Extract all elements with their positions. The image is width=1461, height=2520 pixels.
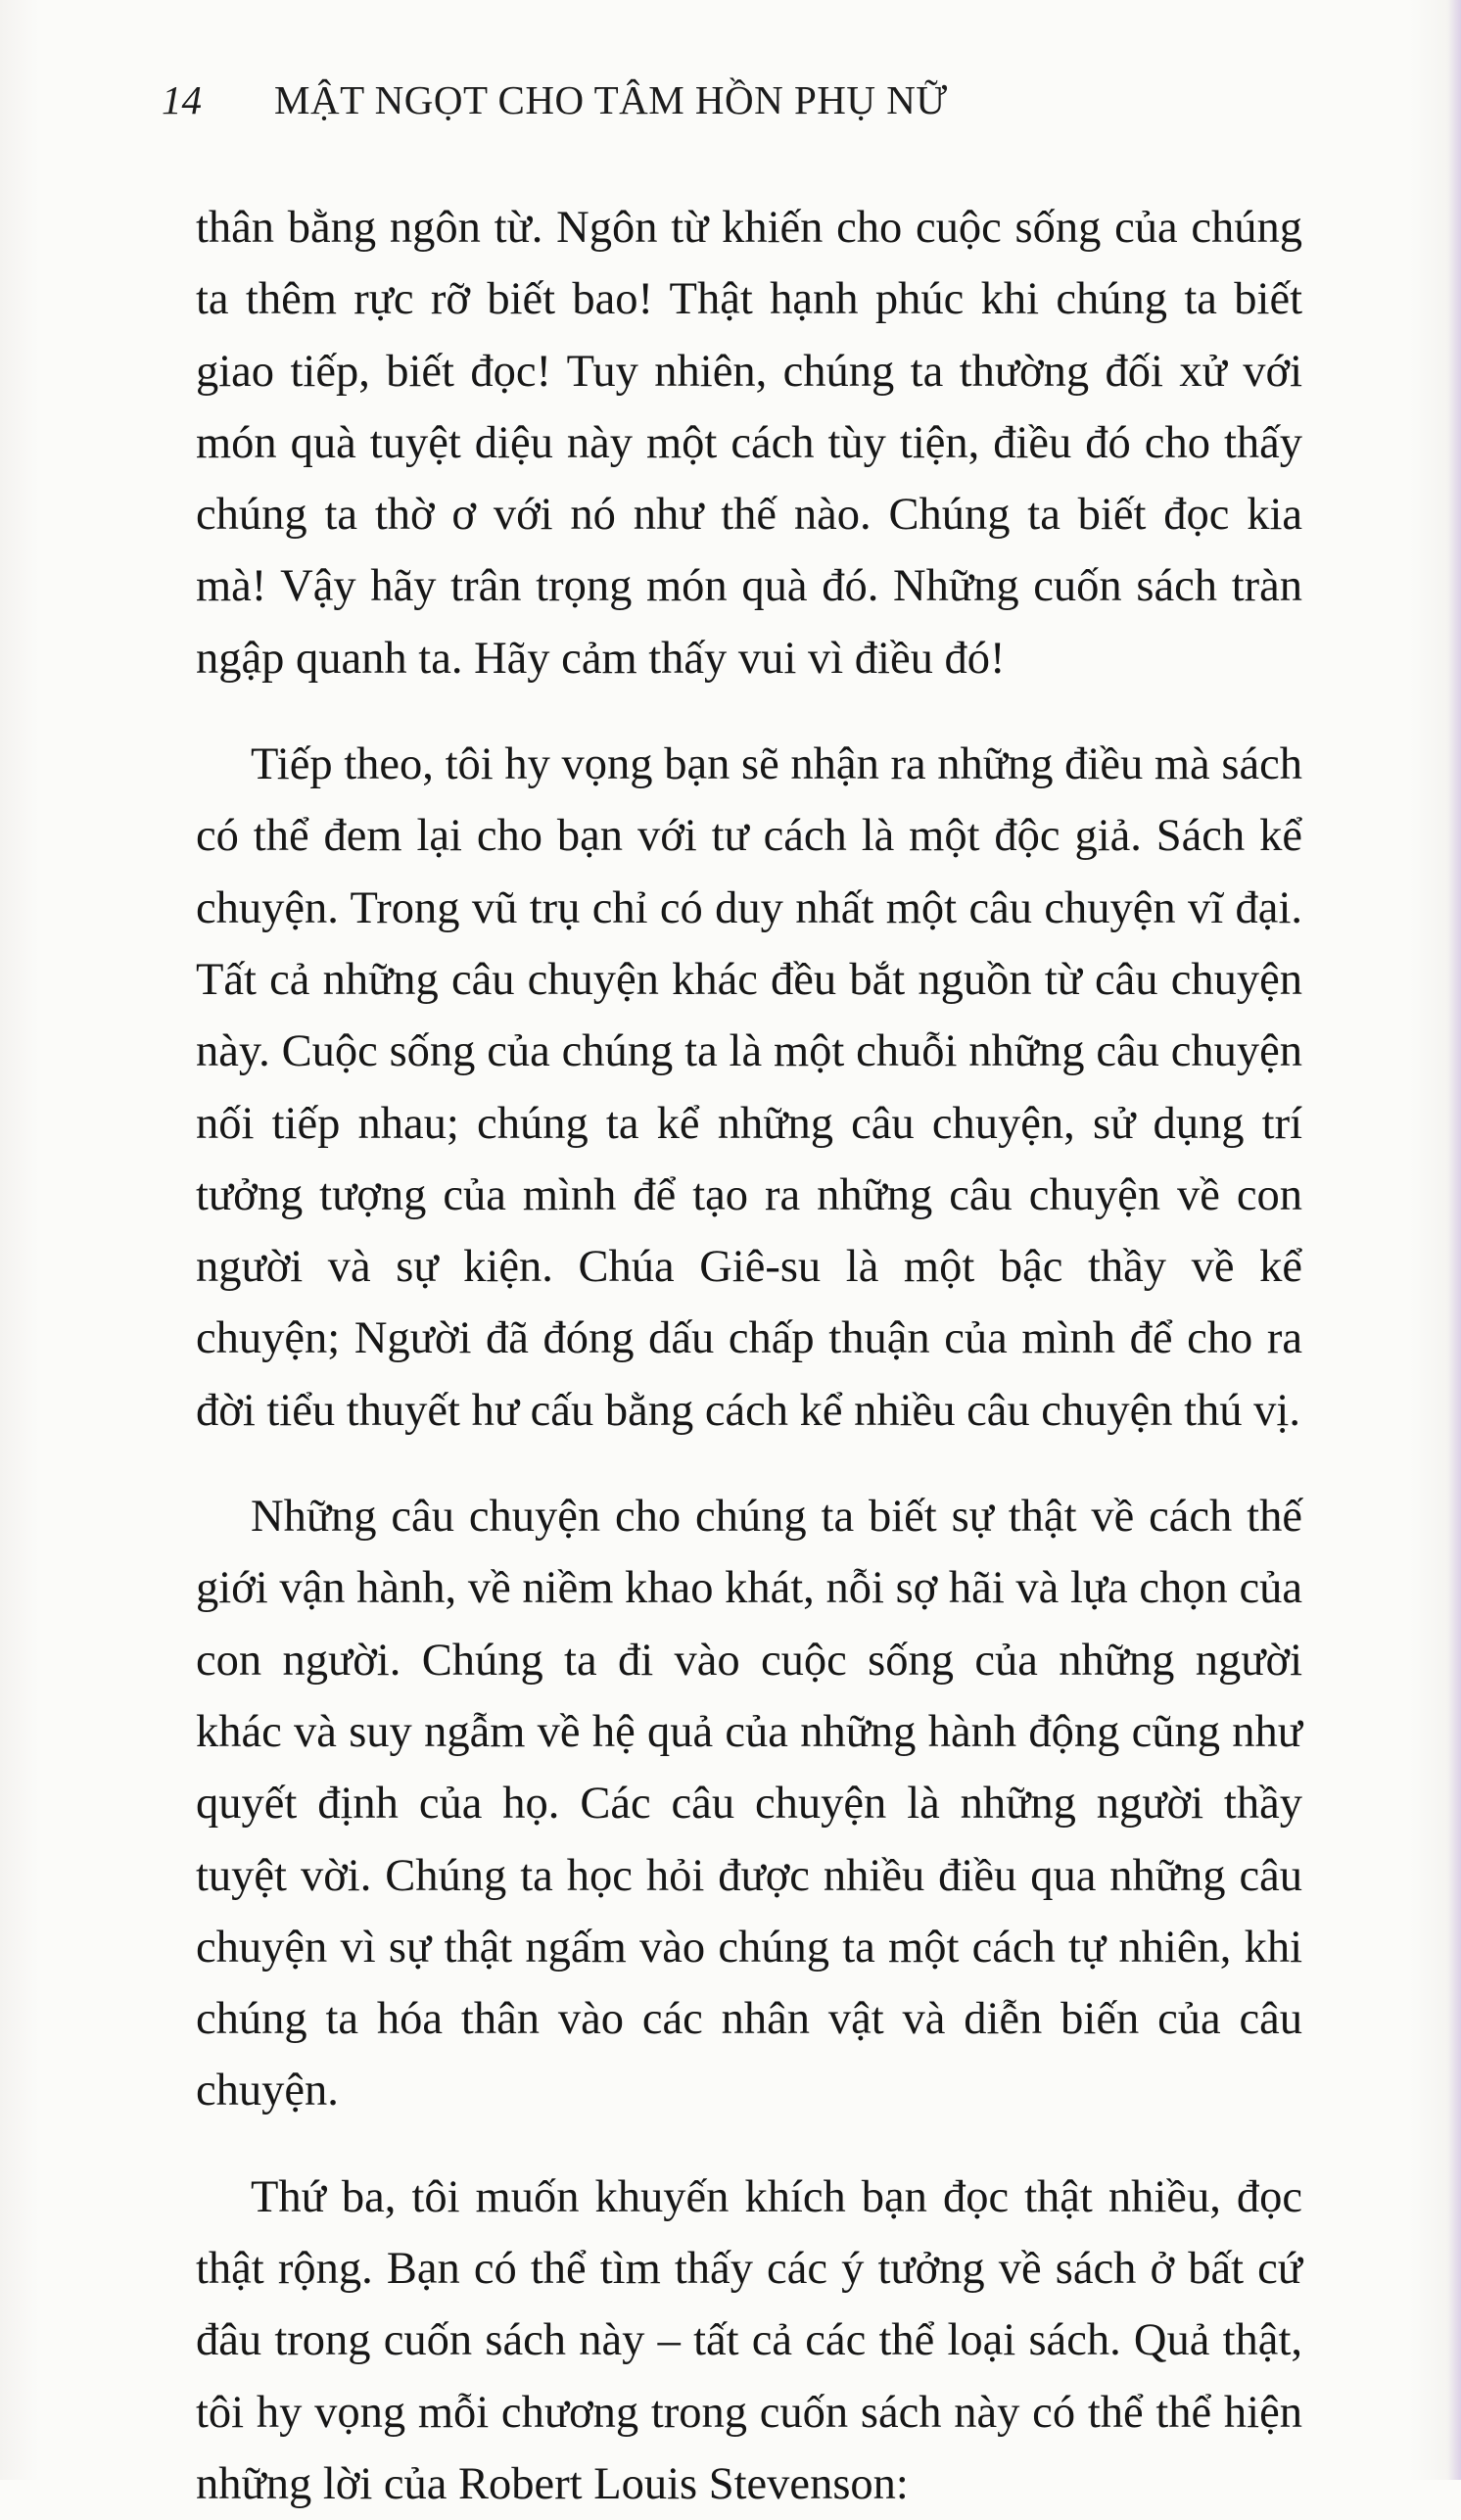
- running-title: MẬT NGỌT CHO TÂM HỒN PHỤ NỮ: [274, 77, 948, 122]
- page-edge-shadow: [1447, 0, 1461, 2480]
- paragraph-story-truth: Những câu chuyện cho chúng ta biết sự thật về cách thế giới vận hành, về niềm khao khát, nỗi sợ hãi và lựa chọn của con người. Chúng ta đi vào cuộc sống của những người khác và suy ngẫm về hệ quả của những hành động cũng như quyết định của họ. Các câu chuyện là những người thầy tuyệt vời. Chúng ta học hỏi được nhiều điều qua những câu chuyện vì sự thật ngấm vào chúng ta một cách tự nhiên, khi chúng ta hóa thân vào các nhân vật và diễn biến của câu chuyện.: [196, 1492, 1302, 2116]
- paragraph-read-widely: Thứ ba, tôi muốn khuyến khích bạn đọc thật nhiều, đọc thật rộng. Bạn có thể tìm thấy các ý tưởng về sách ở bất cứ đâu trong cuốn sách này – tất cả các thể loại sách. Quả thật, tôi hy vọng mỗi chương trong cuốn sách này có thể thể hiện những lời của Robert Louis Stevenson:: [196, 2171, 1302, 2509]
- body-text: [196, 192, 1302, 2520]
- page-number: 14: [162, 77, 202, 122]
- running-header: [162, 76, 948, 123]
- paragraph-storytelling: Tiếp theo, tôi hy vọng bạn sẽ nhận ra những điều mà sách có thể đem lại cho bạn với tư cách là một độc giả. Sách kể chuyện. Trong vũ trụ chỉ có duy nhất một câu chuyện vĩ đại. Tất cả những câu chuyện khác đều bắt nguồn từ câu chuyện này. Cuộc sống của chúng ta là một chuỗi những câu chuyện nối tiếp nhau; chúng ta kể những câu chuyện, sử dụng trí tưởng tượng của mình để tạo ra những câu chuyện về con người và sự kiện. Chúa Giê-su là một bậc thầy về kể chuyện; Người đã đóng dấu chấp thuận của mình để cho ra đời tiểu thuyết hư cấu bằng cách kể nhiều câu chuyện thú vị.: [196, 739, 1302, 1436]
- paragraph-continuation: thân bằng ngôn từ. Ngôn từ khiến cho cuộc sống của chúng ta thêm rực rỡ biết bao! Thật hạnh phúc khi chúng ta biết giao tiếp, biết đọc! Tuy nhiên, chúng ta thường đối xử với món quà tuyệt diệu này một cách tùy tiện, điều đó cho thấy chúng ta thờ ơ với nó như thế nào. Chúng ta biết đọc kia mà! Vậy hãy trân trọng món quà đó. Những cuốn sách tràn ngập quanh ta. Hãy cảm thấy vui vì điều đó!: [196, 203, 1302, 684]
